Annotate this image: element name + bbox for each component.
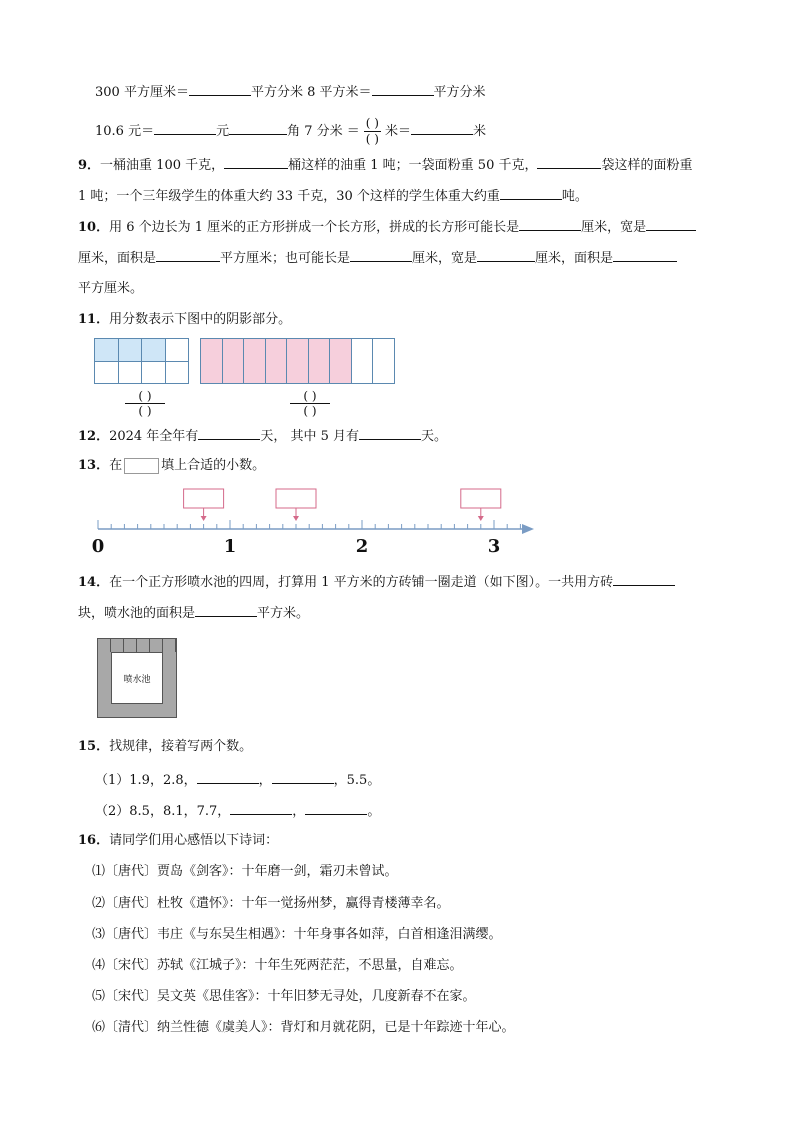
q8-text: 元 [216,124,230,139]
grid-cell [118,361,143,385]
axis-arrow [522,524,534,534]
shaded-cell [329,338,352,384]
blue-fraction-grid [94,338,188,383]
shaded-cell [118,338,143,362]
pointer-arrow [293,516,299,521]
tile [111,639,124,652]
q9-text: 1 吨；一个三年级学生的体重大约 33 千克，30 个这样的学生体重大约重 [78,189,500,204]
grid-cell [94,361,119,385]
answer-blank[interactable] [156,247,220,262]
q12-text: 2024 年全年有 [109,429,199,444]
q12-line [78,425,447,447]
question-number: 15． [78,739,110,754]
answer-blank[interactable] [646,216,696,231]
q14-text: 块，喷水池的面积是 [78,606,196,621]
q14-text: 平方米。 [257,606,310,621]
q10-text: 厘米，宽是 [581,220,647,235]
grid-cell [165,361,190,385]
q15-text: ， [292,804,306,819]
q10-text: 厘米，宽是 [412,251,478,266]
q13-text: 填上合适的小数。 [161,458,266,473]
q10-text: 平方厘米；也可能长是 [220,251,351,266]
answer-blank[interactable] [519,216,581,231]
question-number: 9． [78,158,101,173]
pointer-arrow [478,516,484,521]
question-number: 12． [78,429,110,444]
question-number: 16． [78,833,110,848]
shaded-cell [308,338,331,384]
answer-blank[interactable] [154,120,216,135]
q9-line-1 [78,154,692,176]
answer-box [461,489,501,508]
q11-fraction-blank-2[interactable] [290,389,330,418]
q11-text: 用分数表示下图中的阴影部分。 [109,312,292,327]
q10-line-1 [78,216,696,238]
number-line [86,484,546,560]
answer-blank[interactable] [230,800,292,815]
q8-text: 10.6 元＝ [95,124,155,139]
q15-text: 找规律，接着写两个数。 [109,739,253,754]
answer-blank[interactable] [477,247,535,262]
grid-cell [372,338,395,384]
shaded-cell [286,338,309,384]
shaded-cell [222,338,245,384]
shaded-cell [200,338,223,384]
q16-text: 请同学们用心感悟以下诗词： [109,833,279,848]
answer-blank[interactable] [500,185,562,200]
answer-blank[interactable] [197,769,259,784]
answer-box [184,489,224,508]
question-number: 14． [78,575,110,590]
answer-blank[interactable] [305,800,367,815]
q8-text: 300 平方厘米＝ [95,85,189,100]
answer-blank[interactable] [350,247,412,262]
answer-blank[interactable] [613,571,675,586]
q15-seq-2 [95,800,380,822]
example-box [124,458,159,474]
tile [137,639,150,652]
fraction-blank[interactable] [364,116,381,147]
q14-line-1 [78,571,675,593]
q9-text: 桶这样的油重 1 吨；一袋面粉重 50 千克， [288,158,538,173]
shaded-cell [243,338,266,384]
pink-fraction-grid [200,338,394,383]
q13-line [78,456,265,476]
pool-inner [111,652,163,704]
grid-cell [165,338,190,362]
fraction-numerator: ( ) [290,389,330,404]
q15-text: ，5.5。 [333,773,381,788]
answer-blank[interactable] [198,425,260,440]
answer-blank[interactable] [537,154,601,169]
q15-text: （2）8.5，8.1，7.7， [95,804,231,819]
question-number: 10． [78,220,110,235]
q14-text: 在一个正方形喷水池的四周，打算用 1 平方米的方砖铺一圈走道（如下图）。一共用方砖 [109,575,614,590]
tile-row [98,639,176,652]
tile [98,639,111,652]
q8-text: 角 7 分米 ＝ [287,124,360,139]
grid-cell [141,361,166,385]
q8-line-2 [95,116,486,147]
answer-blank[interactable] [613,247,677,262]
q12-text: 天， 其中 5 月有 [260,429,359,444]
answer-blank[interactable] [229,120,287,135]
axis-label: 0 [91,536,105,557]
q8-text: 平方分米 8 平方米＝ [250,85,372,100]
fraction-denominator: ( ) [365,132,379,146]
q10-text: 厘米，面积是 [78,251,157,266]
poem-line: ⑸〔宋代〕吴文英《思佳客》：十年旧梦无寻处，几度新春不在家。 [92,989,476,1004]
q13-text: 在 [109,458,123,473]
q15-line [78,737,252,757]
q10-text: 平方厘米。 [78,281,144,296]
fraction-numerator: ( ) [365,116,379,130]
q8-text: 米＝ [384,124,411,139]
q11-line [78,310,291,330]
shaded-cell [141,338,166,362]
axis-label: 3 [487,536,501,557]
q9-text: 袋这样的面粉重 [601,158,693,173]
q15-text: ， [258,773,272,788]
answer-box [276,489,316,508]
q10-text: 用 6 个边长为 1 厘米的正方形拼成一个长方形，拼成的长方形可能长是 [109,220,520,235]
answer-blank[interactable] [195,602,257,617]
q8-text: 平方分米 [433,85,486,100]
fraction-denominator: ( ) [303,404,317,418]
q11-fraction-blank-1[interactable] [125,389,165,418]
poem-line: ⑹〔清代〕纳兰性德《虞美人》：背灯和月就花阴，已是十年踪迹十年心。 [92,1020,515,1035]
q10-line-3 [78,279,143,299]
answer-blank[interactable] [189,81,251,96]
pointer-arrow [201,516,207,521]
q9-line-2 [78,185,588,207]
fraction-numerator: ( ) [125,389,165,404]
axis-label: 1 [223,536,237,557]
tile [150,639,163,652]
answer-blank[interactable] [224,154,288,169]
pool-label: 喷水池 [123,674,151,685]
answer-blank[interactable] [272,769,334,784]
q8-line-1 [95,81,486,103]
fraction-denominator: ( ) [138,404,152,418]
q10-text: 厘米，面积是 [535,251,614,266]
grid-cell [351,338,374,384]
pool-diagram [97,638,177,718]
shaded-cell [94,338,119,362]
poem-line: ⑶〔唐代〕韦庄《与东吴生相遇》：十年身事各如萍，白首相逢泪满缨。 [92,927,502,942]
question-number: 11． [78,312,110,327]
q8-text: 米 [472,124,486,139]
answer-blank[interactable] [359,425,421,440]
q15-text: 。 [367,804,381,819]
q12-text: 天。 [420,429,447,444]
question-number: 13． [78,458,110,473]
q14-line-2 [78,602,309,624]
tile [124,639,137,652]
q15-text: （1）1.9，2.8， [95,773,197,788]
q10-line-2 [78,247,677,269]
tile [163,639,176,652]
shaded-cell [265,338,288,384]
axis-label: 2 [355,536,369,557]
q9-text: 吨。 [561,189,588,204]
q15-seq-1 [95,769,380,791]
poem-line: ⑷〔宋代〕苏轼《江城子》：十年生死两茫茫，不思量，自难忘。 [92,958,463,973]
q9-text: 一桶油重 100 千克， [100,158,225,173]
answer-blank[interactable] [372,81,434,96]
poem-line: ⑴〔唐代〕贾岛《剑客》：十年磨一剑，霜刃未曾试。 [92,864,398,879]
answer-blank[interactable] [411,120,473,135]
q16-line [78,831,278,851]
poem-line: ⑵〔唐代〕杜牧《遣怀》：十年一觉扬州梦，赢得青楼薄幸名。 [92,896,450,911]
